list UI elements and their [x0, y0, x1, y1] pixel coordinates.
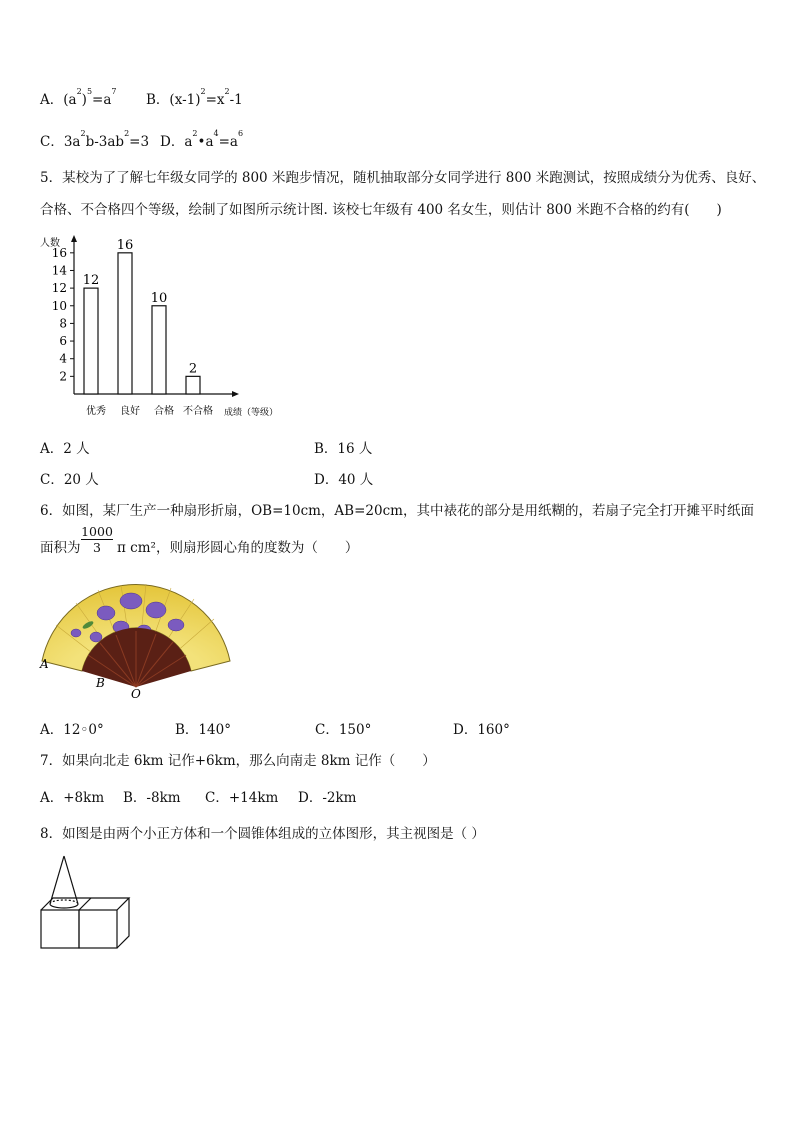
y-tick-label: 2: [59, 369, 67, 384]
bar: [152, 306, 166, 394]
q6-stem-prefix: 面积为: [40, 540, 81, 556]
q6-option-b: B．140°: [175, 722, 231, 738]
y-tick-label: 16: [51, 245, 67, 260]
q4-option-a: A．$(a^2)^5=a^7$: [40, 87, 117, 108]
bar-chart: [36, 230, 296, 425]
q8-stem: 8．如图是由两个小正方体和一个圆锥体组成的立体图形，其主视图是（ ）: [40, 826, 485, 842]
q4-option-d: D．$a^2•a^4=a^6$: [160, 129, 244, 150]
cone-right-edge: [64, 856, 78, 904]
bar-data-label: 10: [150, 290, 168, 306]
y-tick-label: 4: [59, 351, 67, 366]
bar-data-label: 16: [116, 237, 134, 253]
area-fraction: [81, 524, 113, 555]
q6-stem-line1: 6．如图，某厂生产一种扇形折扇，OB=10cm，AB=20cm，其中裱花的部分是用纸糊的，若扇子完全打开摊平时纸面: [40, 503, 754, 519]
q6-option-c: C．150°: [315, 722, 372, 738]
cone-left-edge: [50, 856, 64, 904]
y-tick-label: 8: [59, 316, 67, 331]
q5-option-d: D．40 人: [314, 472, 374, 488]
q7-option-b: B．-8km: [123, 790, 181, 806]
q6-option-d: D．160°: [453, 722, 510, 738]
point-a-label: A: [40, 657, 49, 671]
folding-fan-figure: [36, 575, 236, 705]
q5-stem-line2: 合格、不合格四个等级，绘制了如图所示统计图. 该校七年级有 400 名女生，则估计 800 米跑不合格的约有( ): [40, 202, 722, 218]
right-cube-front: [79, 910, 117, 948]
bar: [84, 288, 98, 394]
q4-option-c: C．$3a^2b-3ab^2=3$: [40, 129, 150, 150]
q5-option-a: A．2 人: [40, 441, 90, 457]
y-tick-label: 12: [51, 281, 67, 296]
q6-stem-suffix: π cm²，则扇形圆心角的度数为（ ）: [117, 540, 359, 556]
q7-option-a: A．+8km: [40, 790, 105, 806]
q5-option-c: C．20 人: [40, 472, 99, 488]
y-axis-label: 人数: [40, 238, 60, 249]
q7-stem: 7．如果向北走 6km 记作+6km，那么向南走 8km 记作（ ）: [40, 753, 436, 769]
category-label: 良好: [120, 406, 140, 417]
q4-option-b: B．$(x-1)^2=x^2-1$: [146, 87, 243, 108]
fraction-numerator: 1000: [81, 524, 113, 539]
y-axis-arrow: [71, 235, 77, 242]
bar-data-label: 2: [188, 361, 198, 377]
point-b-label: B: [96, 676, 105, 690]
x-axis-arrow: [232, 391, 239, 397]
cone-base-back: [50, 900, 78, 904]
y-tick-label: 6: [59, 334, 67, 349]
category-label: 合格: [154, 406, 174, 417]
category-label: 不合格: [183, 406, 213, 417]
y-tick-label: 10: [51, 298, 67, 313]
left-cube-front: [41, 910, 79, 948]
solid-figure: [38, 852, 138, 952]
category-label: 优秀: [86, 406, 106, 417]
bar: [118, 253, 132, 394]
bar-data-label: 12: [82, 273, 100, 289]
q7-option-d: D．-2km: [298, 790, 357, 806]
q4-options-row1: [40, 88, 117, 108]
q5-stem-line1: 5．某校为了了解七年级女同学的 800 米跑步情况，随机抽取部分女同学进行 800 米跑测试，按照成绩分为优秀、良好、: [40, 170, 766, 186]
cone-base-front: [50, 904, 78, 908]
q7-option-c: C．+14km: [205, 790, 279, 806]
q5-option-b: B．16 人: [314, 441, 373, 457]
q6-option-a: A．12◦0°: [40, 722, 104, 738]
point-o-label: O: [131, 687, 141, 701]
y-tick-label: 14: [51, 263, 67, 278]
fraction-denominator: 3: [93, 540, 101, 555]
x-axis-label: 成绩（等级）: [224, 408, 279, 418]
bar: [186, 376, 200, 394]
